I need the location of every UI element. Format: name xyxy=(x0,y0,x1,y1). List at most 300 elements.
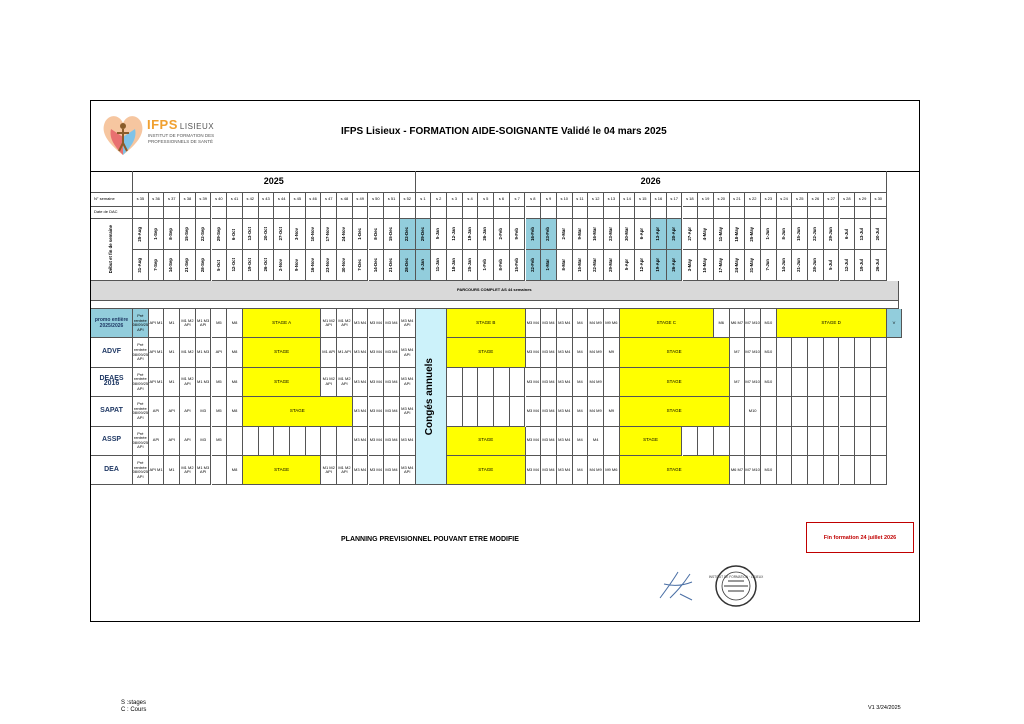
week-end-date xyxy=(730,250,746,281)
dac-cell xyxy=(478,207,494,219)
week-end-date-text: 26-Oct xyxy=(262,258,268,272)
course-cell: M3 M4 xyxy=(384,456,400,485)
week-end-date-text: 25-Jan xyxy=(466,258,472,272)
svg-text:INSTITUT DE FORMATION · LISIEU: INSTITUT DE FORMATION · LISIEUX xyxy=(708,575,764,579)
conges-column xyxy=(416,309,447,485)
start-end-label-text: Début et fin de semaine xyxy=(108,225,114,274)
week-number: s 39 xyxy=(196,193,212,207)
empty-week-cell xyxy=(824,338,840,367)
week-start-date xyxy=(730,219,746,250)
week-start-date xyxy=(180,219,196,250)
week-number: s 3 xyxy=(447,193,463,207)
week-start-date-text: 13-Apr xyxy=(655,227,661,241)
week-number: s 45 xyxy=(290,193,306,207)
empty-week-cell xyxy=(824,368,840,397)
week-number: s 1 xyxy=(416,193,432,207)
course-cell: Pré rentrée 08/09/25 API xyxy=(133,456,149,485)
week-end-date-text: 22-Mar xyxy=(592,258,598,272)
dac-cell xyxy=(259,207,275,219)
course-cell: M6 M7 xyxy=(730,309,746,338)
week-end-date xyxy=(478,250,494,281)
dac-cell xyxy=(306,207,322,219)
course-cell: M7 M10 xyxy=(745,338,761,367)
empty-week-cell xyxy=(604,368,620,397)
week-start-date xyxy=(447,219,463,250)
week-end-date xyxy=(321,250,337,281)
week-end-date-text: 8-Feb xyxy=(498,259,504,271)
week-end-date-text: 19-Oct xyxy=(246,258,252,272)
stage-block: STAGE xyxy=(447,338,526,367)
empty-week-cell xyxy=(243,427,259,456)
week-start-date xyxy=(526,219,542,250)
week-end-date-text: 31-Aug xyxy=(137,257,143,273)
course-cell: M4 xyxy=(573,427,589,456)
week-start-date-text: 20-Jul xyxy=(874,227,880,241)
empty-week-cell xyxy=(463,368,479,397)
dac-cell xyxy=(227,207,243,219)
week-start-date xyxy=(714,219,730,250)
week-start-date xyxy=(808,219,824,250)
week-end-date xyxy=(808,250,824,281)
end-date-box: Fin formation 24 juillet 2026 xyxy=(806,522,914,553)
week-number: s 16 xyxy=(651,193,667,207)
course-cell: M3 M4 xyxy=(353,368,369,397)
empty-week-cell xyxy=(510,368,526,397)
week-number: s 49 xyxy=(353,193,369,207)
course-cell: M3 M4 xyxy=(353,309,369,338)
course-cell: M8 xyxy=(227,397,243,426)
week-end-date xyxy=(698,250,714,281)
dac-cell xyxy=(761,207,777,219)
course-cell: M1 xyxy=(164,338,180,367)
week-number: s 26 xyxy=(808,193,824,207)
empty-week-cell xyxy=(808,427,824,456)
course-cell: M4 xyxy=(573,397,589,426)
empty-week-cell xyxy=(730,427,746,456)
empty-week-cell xyxy=(871,338,887,367)
dac-cell xyxy=(196,207,212,219)
stage-block: STAGE xyxy=(447,427,526,456)
page-title: IFPS Lisieux - FORMATION AIDE-SOIGNANTE Validé le 04 mars 2025 xyxy=(341,126,667,137)
week-start-date-text: 23-Feb xyxy=(545,227,551,241)
week-end-date xyxy=(745,250,761,281)
course-cell: API xyxy=(164,397,180,426)
course-cell: M8 xyxy=(227,368,243,397)
course-cell: M10 xyxy=(745,397,761,426)
course-cell: M3 M4 xyxy=(369,427,385,456)
week-end-date-text: 12-Jul xyxy=(843,258,849,272)
week-end-date-text: 22-Feb xyxy=(529,258,535,272)
week-end-date-text: 7-Dec xyxy=(356,259,362,271)
week-end-date-text: 21-Jun xyxy=(796,258,802,272)
dac-cell xyxy=(164,207,180,219)
course-cell: M1 M3 API xyxy=(196,456,212,485)
week-end-date xyxy=(824,250,840,281)
week-number: s 2 xyxy=(431,193,447,207)
week-end-date xyxy=(792,250,808,281)
course-cell: M3 M4 xyxy=(526,397,542,426)
week-end-date-text: 2-Nov xyxy=(278,259,284,271)
week-start-date xyxy=(541,219,557,250)
empty-week-cell xyxy=(290,427,306,456)
course-cell: M4 xyxy=(573,368,589,397)
week-end-date xyxy=(259,250,275,281)
week-end-date-text: 9-Nov xyxy=(294,259,300,271)
course-cell: M3 M4 xyxy=(557,456,573,485)
course-cell: M3 M4 xyxy=(384,309,400,338)
course-cell: API M1 xyxy=(149,368,165,397)
stage-block: STAGE A xyxy=(243,309,322,338)
week-start-date-text: 1-Sep xyxy=(152,228,158,240)
week-number: s 12 xyxy=(588,193,604,207)
course-cell: M3 M4 xyxy=(353,338,369,367)
course-cell: Pré rentrée 08/09/25 API xyxy=(133,397,149,426)
course-cell: M3 M4 xyxy=(369,338,385,367)
week-number: s 27 xyxy=(824,193,840,207)
week-end-date-text: 19-Jul xyxy=(859,258,865,272)
course-cell: M3 M4 xyxy=(384,368,400,397)
course-cell: M4 xyxy=(588,427,604,456)
dac-cell xyxy=(180,207,196,219)
week-start-date-text: 5-Jan xyxy=(435,228,441,240)
year-2026: 2026 xyxy=(416,171,887,193)
dac-cell xyxy=(840,207,856,219)
spacer-row xyxy=(91,301,899,309)
course-cell: M3 M4 xyxy=(526,427,542,456)
week-end-date-text: 17-May xyxy=(717,257,723,273)
week-number: s 43 xyxy=(259,193,275,207)
week-end-date-text: 26-Apr xyxy=(670,258,676,272)
week-end-date xyxy=(573,250,589,281)
course-cell: M9 M6 xyxy=(604,456,620,485)
course-cell: M3 M4 xyxy=(541,456,557,485)
course-cell: M4 M9 xyxy=(588,368,604,397)
week-start-date-text: 27-Apr xyxy=(686,227,692,241)
empty-week-cell xyxy=(871,397,887,426)
course-cell: M7 M10 xyxy=(745,456,761,485)
course-cell: API xyxy=(149,427,165,456)
parcours-banner: PARCOURS COMPLET AS 44 semaines xyxy=(91,281,899,301)
week-number: s 4 xyxy=(463,193,479,207)
week-start-date xyxy=(840,219,856,250)
course-cell: M3 M4 API xyxy=(400,338,416,367)
course-cell: M3 M4 xyxy=(541,368,557,397)
week-start-date-text: 16-Mar xyxy=(592,227,598,241)
week-end-date-text: 28-Dec xyxy=(403,257,409,273)
week-start-date xyxy=(227,219,243,250)
dac-cell xyxy=(714,207,730,219)
week-start-date-text: 10-Nov xyxy=(309,226,315,242)
week-number: s 41 xyxy=(227,193,243,207)
week-start-date-text: 29-Sep xyxy=(215,226,221,242)
week-start-date xyxy=(463,219,479,250)
sheet-header xyxy=(91,101,919,172)
week-end-date-text: 14-Sep xyxy=(168,257,174,273)
empty-week-cell xyxy=(840,397,856,426)
week-end-date xyxy=(761,250,777,281)
course-cell: M5 xyxy=(212,309,228,338)
week-number: s 36 xyxy=(149,193,165,207)
week-end-date xyxy=(416,250,432,281)
stage-block: STAGE xyxy=(620,368,730,397)
course-cell: M5 xyxy=(212,368,228,397)
week-end-date xyxy=(855,250,871,281)
dac-cell xyxy=(290,207,306,219)
course-cell: M5 xyxy=(212,397,228,426)
course-cell: M3 M4 xyxy=(369,397,385,426)
stage-block: STAGE xyxy=(447,456,526,485)
week-end-date xyxy=(431,250,447,281)
stage-block: STAGE B xyxy=(447,309,526,338)
stage-block: STAGE xyxy=(243,368,322,397)
week-end-date-text: 15-Feb xyxy=(513,258,519,272)
stage-block: STAGE C xyxy=(620,309,714,338)
dac-cell xyxy=(510,207,526,219)
empty-week-cell xyxy=(871,456,887,485)
week-start-date xyxy=(855,219,871,250)
dac-cell xyxy=(149,207,165,219)
week-number: s 17 xyxy=(667,193,683,207)
week-number: s 52 xyxy=(400,193,416,207)
week-start-date xyxy=(369,219,385,250)
course-cell: Pré rentrée 08/09/25 API xyxy=(133,338,149,367)
week-start-date xyxy=(196,219,212,250)
legend-cours: C : Cours xyxy=(121,707,147,713)
week-end-date xyxy=(635,250,651,281)
empty-week-cell xyxy=(478,397,494,426)
empty-week-cell xyxy=(777,427,793,456)
dac-cell xyxy=(620,207,636,219)
empty-week-cell xyxy=(840,427,856,456)
course-cell: M3 M4 xyxy=(557,309,573,338)
empty-week-cell xyxy=(447,368,463,397)
course-cell: API xyxy=(149,397,165,426)
week-start-date-text: 29-Jun xyxy=(827,227,833,241)
dac-cell xyxy=(824,207,840,219)
year-label-blank xyxy=(91,171,133,193)
empty-week-cell xyxy=(855,427,871,456)
week-start-date xyxy=(274,219,290,250)
course-cell: M1 M3 xyxy=(196,368,212,397)
week-start-date xyxy=(494,219,510,250)
course-cell: M4 xyxy=(573,456,589,485)
dac-cell xyxy=(667,207,683,219)
empty-week-cell xyxy=(761,427,777,456)
dac-cell xyxy=(635,207,651,219)
stage-block: STAGE xyxy=(620,338,730,367)
official-stamp-icon xyxy=(708,564,764,608)
week-end-date-text: 12-Oct xyxy=(231,258,237,272)
course-cell: M3 M4 API xyxy=(400,309,416,338)
planning-note: PLANNING PREVISIONNEL POUVANT ETRE MODIFIE xyxy=(341,536,519,543)
week-start-date xyxy=(745,219,761,250)
week-end-date-text: 5-Apr xyxy=(623,259,629,271)
heart-logo-icon xyxy=(101,111,145,157)
course-cell: M1 M2 API xyxy=(180,368,196,397)
week-number: s 38 xyxy=(180,193,196,207)
dac-cell xyxy=(243,207,259,219)
course-cell: M1 M2 API xyxy=(321,456,337,485)
program-name: ASSP xyxy=(91,427,133,456)
dac-cell xyxy=(133,207,149,219)
course-cell: API xyxy=(212,338,228,367)
week-number: s 7 xyxy=(510,193,526,207)
course-cell: M3 M4 xyxy=(384,427,400,456)
course-cell: M3 xyxy=(196,397,212,426)
week-start-date-text: 6-Jul xyxy=(843,228,849,240)
start-end-label xyxy=(91,219,133,281)
empty-week-cell xyxy=(714,427,730,456)
week-end-date xyxy=(227,250,243,281)
course-cell: M1 M2 API xyxy=(337,309,353,338)
course-cell: M3 M4 xyxy=(541,397,557,426)
week-number: s 50 xyxy=(369,193,385,207)
empty-week-cell xyxy=(777,368,793,397)
week-end-date-text: 1-Feb xyxy=(482,259,488,271)
course-cell: M10 xyxy=(761,338,777,367)
course-cell: API M1 xyxy=(149,456,165,485)
program-name: SAPAT xyxy=(91,397,133,426)
week-start-date xyxy=(604,219,620,250)
program-name: promo entière 2025/2026 xyxy=(91,309,133,338)
week-end-date xyxy=(871,250,887,281)
week-end-date xyxy=(494,250,510,281)
week-end-date xyxy=(384,250,400,281)
empty-week-cell xyxy=(761,397,777,426)
stage-block: STAGE xyxy=(243,397,353,426)
empty-week-cell xyxy=(777,338,793,367)
week-start-date xyxy=(353,219,369,250)
empty-week-cell xyxy=(494,368,510,397)
course-cell: M3 M4 xyxy=(400,427,416,456)
week-end-date xyxy=(620,250,636,281)
week-end-date xyxy=(447,250,463,281)
week-end-date xyxy=(683,250,699,281)
week-start-date-text: 15-Sep xyxy=(184,226,190,242)
week-number: s 37 xyxy=(164,193,180,207)
legend-stages: S :stages xyxy=(121,700,147,706)
version-label: V1 3/24/2025 xyxy=(868,705,901,711)
week-start-date-text: 9-Feb xyxy=(513,228,519,240)
week-end-date xyxy=(541,250,557,281)
course-cell: M3 M4 xyxy=(384,338,400,367)
week-number: s 35 xyxy=(133,193,149,207)
course-cell: API xyxy=(164,427,180,456)
week-start-date-text: 24-Nov xyxy=(341,226,347,242)
week-end-date xyxy=(212,250,228,281)
course-cell: M3 M4 xyxy=(557,368,573,397)
course-cell: M3 M4 API xyxy=(400,397,416,426)
course-cell: M3 M4 xyxy=(541,338,557,367)
course-cell: M3 M4 xyxy=(526,309,542,338)
week-start-date-text: 1-Dec xyxy=(356,228,362,240)
week-start-date xyxy=(683,219,699,250)
week-start-date-text: 15-Jun xyxy=(796,227,802,241)
dac-cell xyxy=(526,207,542,219)
week-end-date-text: 3-May xyxy=(686,258,692,272)
course-cell: M3 xyxy=(196,427,212,456)
dac-cell xyxy=(651,207,667,219)
week-end-date-text: 29-Mar xyxy=(608,258,614,272)
empty-week-cell xyxy=(808,368,824,397)
week-start-date xyxy=(588,219,604,250)
course-cell: API xyxy=(180,397,196,426)
empty-week-cell xyxy=(855,338,871,367)
empty-week-cell xyxy=(274,427,290,456)
week-end-date-text: 26-Jul xyxy=(874,258,880,272)
empty-week-cell xyxy=(777,456,793,485)
week-start-date xyxy=(416,219,432,250)
planning-sheet xyxy=(90,100,920,622)
week-number: s 30 xyxy=(871,193,887,207)
week-end-date xyxy=(651,250,667,281)
course-cell: M3 M4 xyxy=(557,427,573,456)
week-number: s 51 xyxy=(384,193,400,207)
week-end-date xyxy=(667,250,683,281)
course-cell: M3 M4 API xyxy=(400,368,416,397)
week-start-date xyxy=(510,219,526,250)
empty-week-cell xyxy=(792,397,808,426)
course-cell: M1 M2 API xyxy=(337,368,353,397)
course-cell: M1 M2 xyxy=(180,338,196,367)
course-cell: M1 M3 API xyxy=(196,309,212,338)
week-start-date xyxy=(667,219,683,250)
course-cell: M5 xyxy=(212,427,228,456)
dac-cell xyxy=(384,207,400,219)
week-number: s 14 xyxy=(620,193,636,207)
week-start-date-text: 12-Jan xyxy=(451,227,457,241)
week-end-date xyxy=(274,250,290,281)
course-cell: M4 xyxy=(573,309,589,338)
course-cell: API xyxy=(180,427,196,456)
week-end-date xyxy=(149,250,165,281)
week-end-date xyxy=(306,250,322,281)
week-start-date xyxy=(635,219,651,250)
week-start-date-text: 13-Oct xyxy=(246,227,252,241)
week-start-date xyxy=(321,219,337,250)
course-cell: M1 M2 API xyxy=(321,309,337,338)
week-end-date-text: 21-Sep xyxy=(184,257,190,273)
course-cell: Pré rentrée 08/09/25 API xyxy=(133,427,149,456)
course-cell: M1 M3 xyxy=(196,338,212,367)
week-start-date-text: 27-Oct xyxy=(278,227,284,241)
week-end-date-text: 15-Mar xyxy=(576,258,582,272)
dac-cell xyxy=(588,207,604,219)
week-start-date xyxy=(620,219,636,250)
course-cell: M9 M6 xyxy=(604,309,620,338)
week-end-date xyxy=(290,250,306,281)
week-end-date-text: 28-Sep xyxy=(199,257,205,273)
week-end-date xyxy=(180,250,196,281)
course-cell: M1 xyxy=(164,309,180,338)
empty-week-cell xyxy=(510,397,526,426)
course-cell: M7 M10 xyxy=(745,309,761,338)
course-cell xyxy=(212,456,228,485)
dac-cell xyxy=(463,207,479,219)
week-number: s 21 xyxy=(730,193,746,207)
week-number: s 46 xyxy=(306,193,322,207)
empty-week-cell xyxy=(840,456,856,485)
week-end-date xyxy=(714,250,730,281)
week-start-date xyxy=(871,219,887,250)
dac-cell xyxy=(730,207,746,219)
course-cell: M3 M4 xyxy=(526,338,542,367)
week-end-date xyxy=(164,250,180,281)
week-start-date-text: 25-May xyxy=(749,226,755,242)
dac-cell xyxy=(792,207,808,219)
year-2025: 2025 xyxy=(133,171,416,193)
week-start-date-text: 2-Mar xyxy=(560,228,566,240)
